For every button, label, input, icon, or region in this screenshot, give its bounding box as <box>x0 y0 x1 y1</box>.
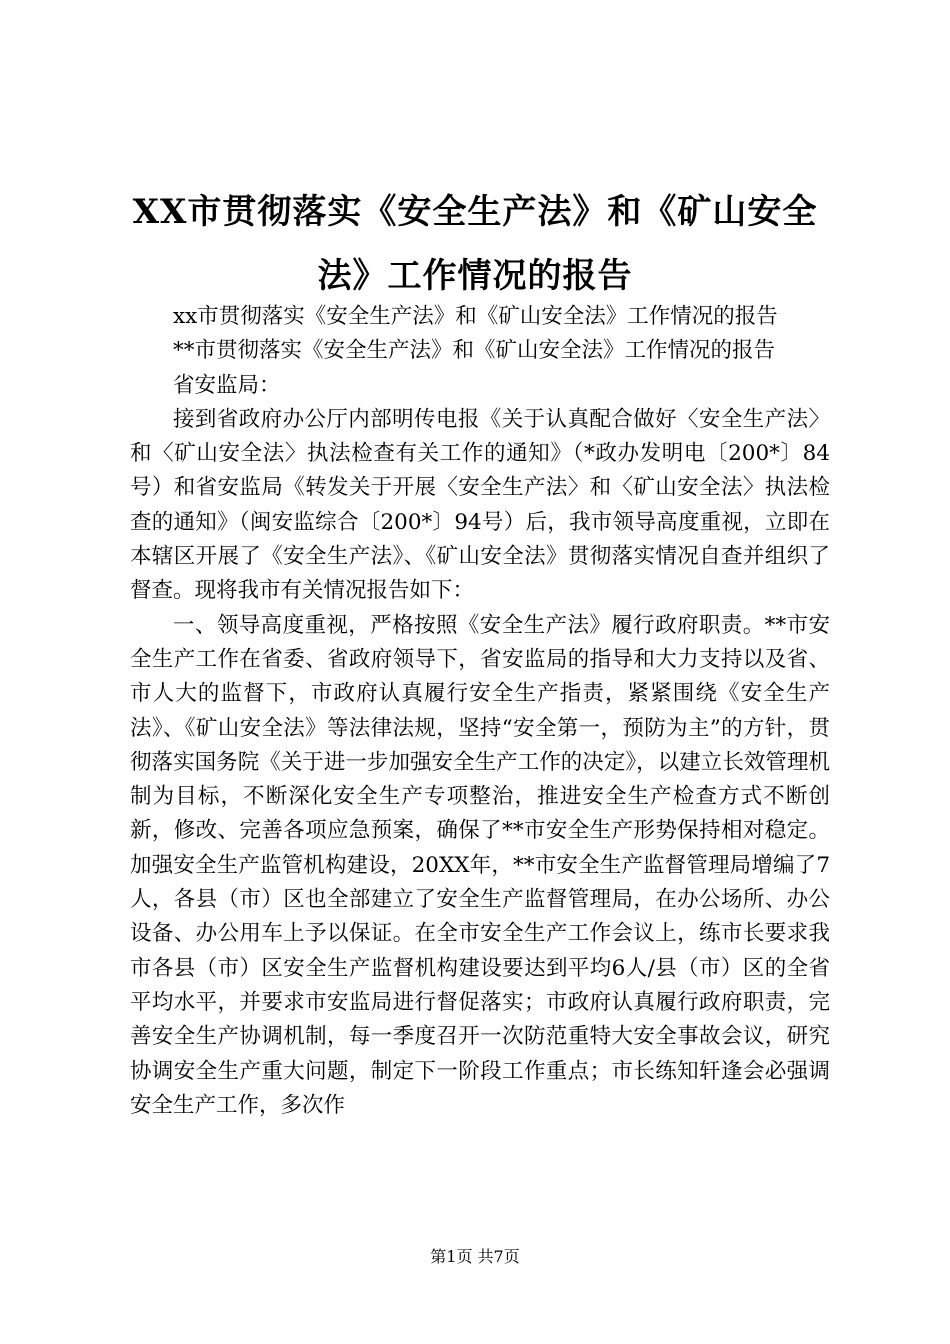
paragraph: 一、领导高度重视，严格按照《安全生产法》履行政府职责。**市安全生产工作在省委、省政府领导下，省安监局的指导和大力支持以及省、市人大的监督下，市政府认真履行安全生产指责，紧紧围绕《安全生产法》、《矿山安全法》等法律法规，坚持“安全第一，预防为主”的方针，贯彻落实国务院《关于进一步加强安全生产工作的决定》，以建立长效管理机制为目标，不断深化安全生产专项整治，推进安全生产检查方式不断创新，修改、完善各项应急预案，确保了**市安全生产形势保持相对稳定。加强安全生产监管机构建设，20XX年，**市安全生产监督管理局增编了7人，各县（市）区也全部建立了安全生产监督管理局，在办公场所、办公设备、办公用车上予以保证。在全市安全生产工作会议上，练市长要求我市各县（市）区安全生产监督机构建设要达到平均6人/县（市）区的全省平均水平，并要求市安监局进行督促落实；市政府认真履行政府职责，完善安全生产协调机制，每一季度召开一次防范重特大安全事故会议，研究协调安全生产重大问题，制定下一阶段工作重点；市长练知轩逢会必强调安全生产工作，多次作 <box>130 612 830 1118</box>
paragraph: **市贯彻落实《安全生产法》和《矿山安全法》工作情况的报告 <box>173 338 776 364</box>
document-title: XX市贯彻落实《安全生产法》和《矿山安全法》工作情况的报告 <box>132 192 818 296</box>
paragraph: 接到省政府办公厅内部明传电报《关于认真配合做好〈安全生产法〉和〈矿山安全法〉执法检查有关工作的通知》（*政办发明电〔200*〕84号）和省安监局《转发关于开展〈安全生产法〉和〈矿山安全法〉执法检查的通知》（闽安监综合〔200*〕94号）后，我市领导高度重视，立即在本辖区开展了《安全生产法》、《矿山安全法》贯彻落实情况自查并组织了督查。现将我市有关情况报告如下： <box>130 406 830 604</box>
document-body <box>130 300 830 1123</box>
paragraph: 省安监局： <box>173 372 281 398</box>
page-footer: 第1页 共7页 <box>430 1247 520 1266</box>
paragraph: xx市贯彻落实《安全生产法》和《矿山安全法》工作情况的报告 <box>173 304 778 329</box>
